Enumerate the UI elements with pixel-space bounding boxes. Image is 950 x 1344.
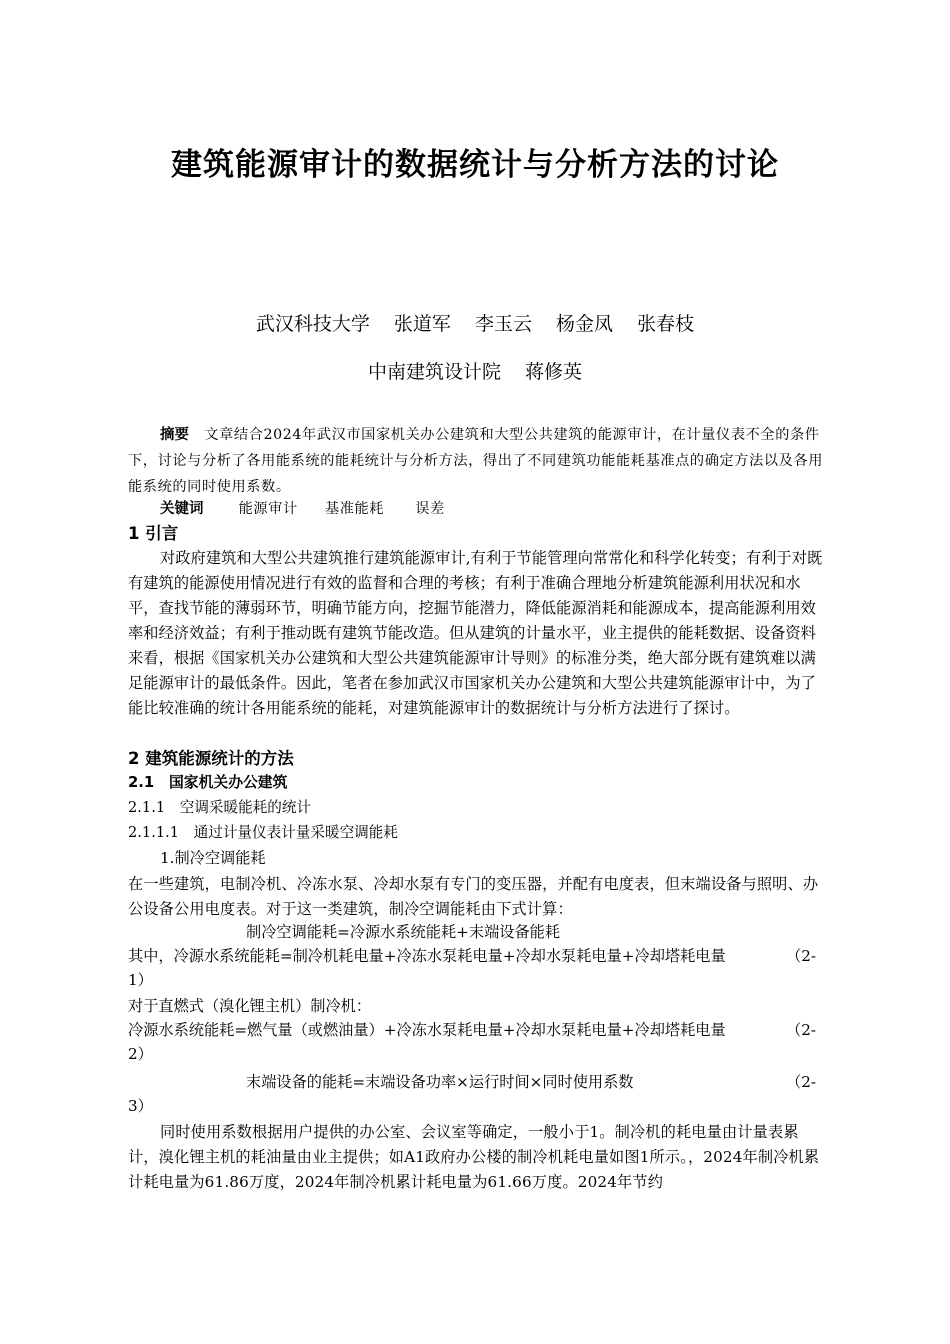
keywords-label: 关键词 <box>160 501 204 517</box>
author-line-2 <box>0 359 950 385</box>
equation-text: 冷源水系统能耗=燃气量（或燃油量）+冷冻水泵耗电量+冷却水泵耗电量+冷却塔耗电量 <box>128 1021 726 1039</box>
paragraph: 对于直燃式（溴化锂主机）制冷机： <box>128 997 371 1015</box>
equation <box>128 944 826 968</box>
equation: 制冷空调能耗=冷源水系统能耗+末端设备能耗 <box>246 923 561 941</box>
paragraph: 同时使用系数根据用户提供的办公室、会议室等确定，一般小于1。制冷机的耗电量由计量表累计，溴化锂主机的耗油量由业主提供；如A1政府办公楼的制冷机耗电量如图1所示。，2024年制冷机累计耗电量为61.86万度，2024年制冷机累计耗电量为61.66万度。2024年节约 <box>128 1123 820 1191</box>
equation-number: （2- <box>786 947 816 965</box>
equation-text: 其中，冷源水系统能耗=制冷机耗电量+冷冻水泵耗电量+冷却水泵耗电量+冷却塔耗电量 <box>128 947 726 965</box>
equation <box>128 1070 826 1094</box>
equation-number: （2- <box>786 1073 816 1091</box>
author-name: 张春枝 <box>637 313 695 335</box>
equation-number-cont: 3） <box>128 1097 153 1115</box>
keywords <box>128 496 826 522</box>
list-item: 1.制冷空调能耗 <box>160 849 266 867</box>
equation <box>128 1018 826 1042</box>
equation-number-cont: 1） <box>128 971 153 989</box>
abstract-label: 摘要 <box>160 427 189 443</box>
equation-number: （2- <box>786 1021 816 1039</box>
author-line-1 <box>0 311 950 337</box>
equation-number-cont: 2） <box>128 1045 153 1063</box>
affiliation: 武汉科技大学 <box>255 313 370 335</box>
paragraph: 在一些建筑，电制冷机、冷冻水泵、冷却水泵有专门的变压器，并配有电度表，但末端设备与照明、办公设备公用电度表。对于这一类建筑，制冷空调能耗由下式计算： <box>128 875 819 918</box>
intro-paragraph: 对政府建筑和大型公共建筑推行建筑能源审计,有利于节能管理向常常化和科学化转变；有利于对既有建筑的能源使用情况进行有效的监督和合理的考核；有利于准确合理地分析建筑能源利用状况和水平，查找节能的薄弱环节，明确节能方向，挖掘节能潜力，降低能源消耗和能源成本，提高能源利用效率和经济效益；有利于推动既有建筑节能改造。但从建筑的计量水平，业主提供的能耗数据、设备资料来看，根据《国家机关办公建筑和大型公共建筑能源审计导则》的标准分类，绝大部分既有建筑难以满足能源审计的最低条件。因此，笔者在参加武汉市国家机关办公建筑和大型公共建筑能源审计中，为了能比较准确的统计各用能系统的能耗，对建筑能源审计的数据统计与分析方法进行了探讨。 <box>128 549 823 717</box>
author-name: 蒋修英 <box>525 361 583 383</box>
keyword: 基准能耗 <box>324 501 385 517</box>
keyword: 能源审计 <box>238 501 298 517</box>
section-heading: 2 建筑能源统计的方法 <box>128 749 294 768</box>
affiliation: 中南建筑设计院 <box>367 361 501 383</box>
subsubsection-heading: 2.1.1 空调采暖能耗的统计 <box>128 799 312 816</box>
abstract <box>128 422 826 500</box>
subsection-heading: 2.1 国家机关办公建筑 <box>128 774 288 791</box>
author-name: 杨金凤 <box>556 313 614 335</box>
keyword: 误差 <box>415 501 445 517</box>
author-name: 李玉云 <box>474 313 532 335</box>
subsubsubsection-heading: 2.1.1.1 通过计量仪表计量采暖空调能耗 <box>128 824 398 841</box>
author-name: 张道军 <box>393 313 451 335</box>
section-heading: 1 引言 <box>128 524 179 543</box>
equation-text: 末端设备的能耗=末端设备功率×运行时间×同时使用系数 <box>246 1073 634 1091</box>
abstract-text: 文章结合2024年武汉市国家机关办公建筑和大型公共建筑的能源审计，在计量仪表不全的条件下，讨论与分析了各用能系统的能耗统计与分析方法，得出了不同建筑功能能耗基准点的确定方法以及各用能系统的同时使用系数。 <box>128 427 824 495</box>
paper-title: 建筑能源审计的数据统计与分析方法的讨论 <box>171 147 779 183</box>
